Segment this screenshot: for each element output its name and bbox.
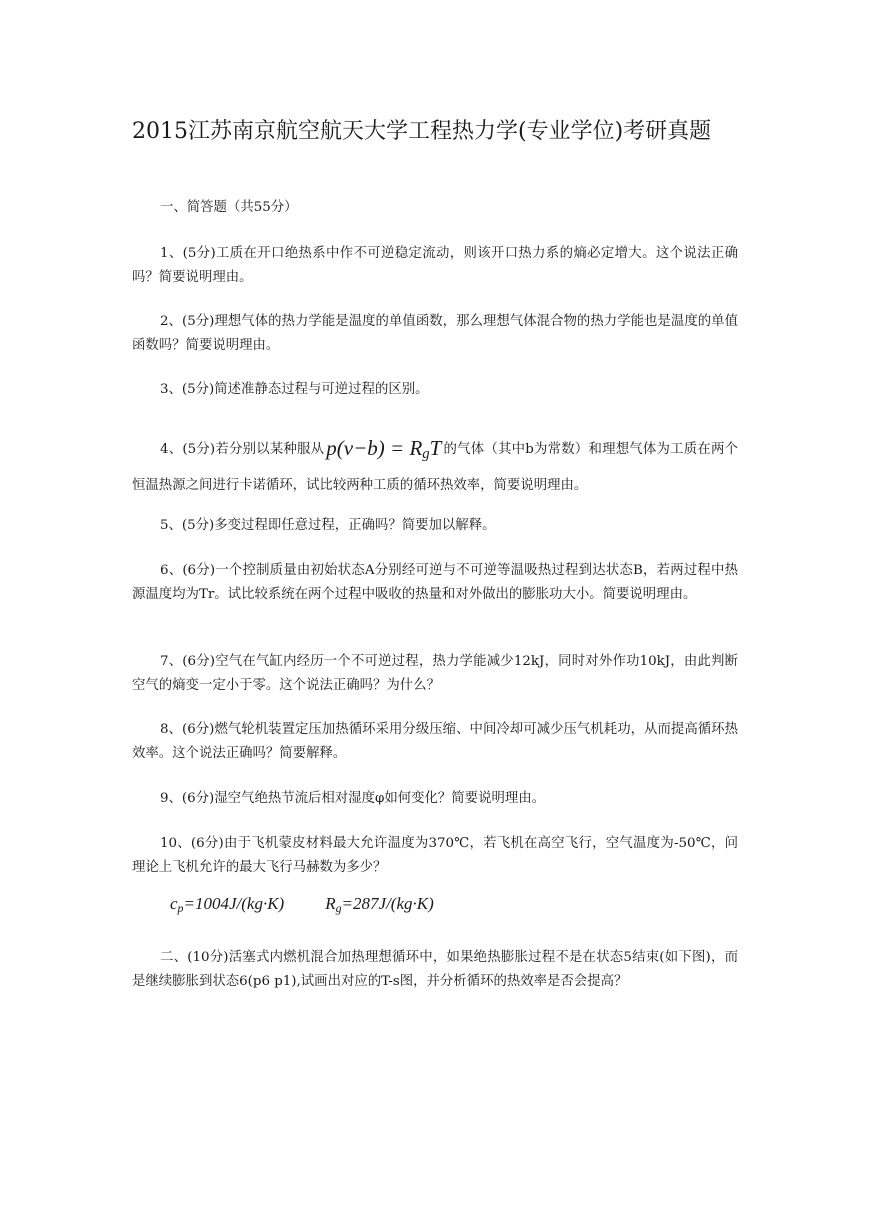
question-4-lead: 4、(5分)若分别以某种服从: [160, 442, 325, 457]
rg-subscript: g: [335, 901, 342, 915]
rg-symbol: R: [325, 894, 336, 913]
section-heading: 一、简答题（共55分）: [160, 200, 298, 215]
question-6: 6、(6分)一个控制质量由初始状态A分别经可逆与不可逆等温吸热过程到达状态B，若两过程中热源温度均为Tr。试比较系统在两个过程中吸收的热量和对外做出的膨胀功大小。简要说明理由。: [132, 563, 738, 602]
formula-subscript: g: [422, 446, 430, 462]
question-1: 1、(5分)工质在开口绝热系中作不可逆稳定流动，则该开口热力系的熵必定增大。这个说法正确吗？简要说明理由。: [132, 246, 738, 285]
document-title: 2015江苏南京航空航天大学工程热力学(专业学位)考研真题: [132, 119, 712, 144]
question-3: 3、(5分)简述准静态过程与可逆过程的区别。: [160, 382, 429, 397]
question-4-rest: 的气体（其中b为常数）和理想气体为工质在两个恒温热源之间进行卡诺循环，试比较两种工质的循环热效率，简要说明理由。: [132, 442, 738, 493]
state-equation-formula: [324, 432, 443, 470]
question-9: 9、(6分)湿空气绝热节流后相对湿度φ如何变化？简要说明理由。: [160, 791, 546, 806]
cp-subscript: p: [177, 901, 184, 915]
cp-symbol: c: [170, 894, 178, 913]
question-5: 5、(5分)多变过程即任意过程，正确吗？简要加以解释。: [160, 518, 496, 533]
rg-value: =287J/(kg·K): [341, 894, 434, 913]
cp-value: =1004J/(kg·K): [183, 894, 285, 913]
formula-tail: T: [429, 436, 442, 460]
question-2: 2、(5分)理想气体的热力学能是温度的单值函数，那么理想气体混合物的热力学能也是温度的单值函数吗？简要说明理由。: [132, 314, 738, 353]
question-7: 7、(6分)空气在气缸内经历一个不可逆过程，热力学能减少12kJ，同时对外作功10kJ，由此判断空气的熵变一定小于零。这个说法正确吗？为什么？: [132, 654, 738, 693]
question-8: 8、(6分)燃气轮机装置定压加热循环采用分级压缩、中间冷却可减少压气机耗功，从而提高循环热效率。这个说法正确吗？简要解释。: [132, 722, 738, 761]
cp-constant: [170, 894, 284, 913]
question-4: [132, 432, 738, 502]
question-10: 10、(6分)由于飞机蒙皮材料最大允许温度为370℃，若飞机在高空飞行，空气温度为-50℃，问理论上飞机允许的最大飞行马赫数为多少？: [132, 836, 738, 875]
formula-main: p(v−b) = R: [326, 436, 423, 460]
rg-constant: [325, 894, 434, 913]
section-2-question: 二、(10分)活塞式内燃机混合加热理想循环中，如果绝热膨胀过程不是在状态5结束(如下图)，而是继续膨胀到状态6(p6 p1),试画出对应的T-s图，并分析循环的热效率是否会提高？: [132, 950, 738, 989]
q10-constants-formula: [170, 890, 434, 922]
